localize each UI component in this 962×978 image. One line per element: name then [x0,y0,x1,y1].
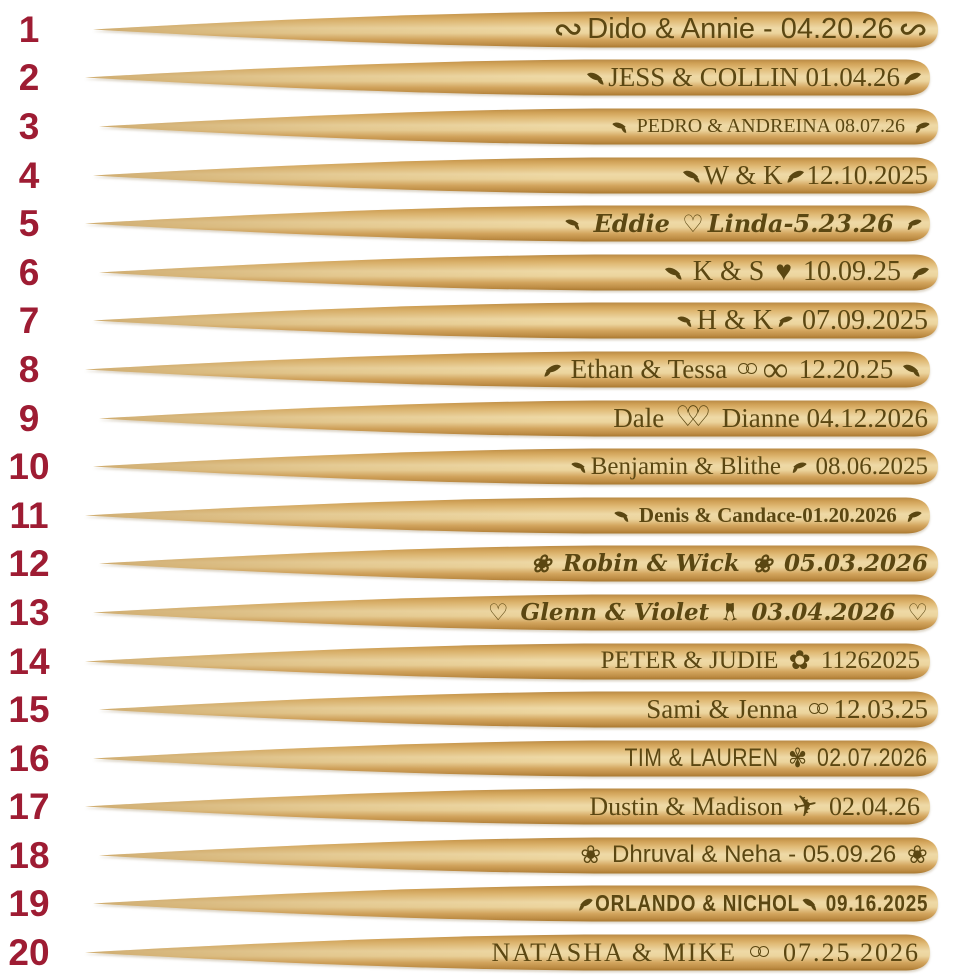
engraving-text [492,930,920,975]
bouquet-icon: ✾ [788,743,808,774]
swirl-icon: ∾ [552,8,584,50]
engraving-text-segment: 03.04.2026 [743,598,904,626]
sprig-left-icon [567,216,581,231]
sprig-right-icon [777,313,791,328]
engraving-text-segment: Dido & Annie - 04.20.26 [587,12,894,45]
chopstick [84,493,936,538]
chopstick-row [0,491,962,540]
row-number: 8 [18,348,40,390]
flower-icon: ✿ [788,645,811,675]
chopstick [98,104,944,149]
chopstick [84,930,936,975]
chopstick-row [0,540,962,589]
chopstick-row [0,345,962,394]
blossom-icon: ❀ [751,548,772,578]
engraving-text-segment: Glenn & Violet [512,598,718,626]
engraving-text-segment: 08.06.2025 [809,452,928,480]
leaf-left-icon [684,167,700,184]
engraving-text-segment: Denis & Candace-01.20.2026 [633,502,902,527]
rings-icon [809,702,830,717]
chopstick-row [0,102,962,151]
row-number: 15 [8,689,50,731]
row-number: 6 [18,251,40,293]
chopstick-row [0,394,962,443]
champagne-icon [721,603,739,621]
chopstick [98,541,944,586]
engraving-text [679,298,928,343]
engraving-text-segment: 02.07.2026 [811,743,928,772]
engraving-text [601,639,920,684]
leaf-left-icon [666,264,682,281]
engraving-text [553,7,928,52]
blossom-icon: ❀ [530,548,551,578]
rings-icon [738,362,759,377]
engraving-text-segment: 07.25.2026 [774,937,920,967]
engraving-text-segment: Dale [613,402,671,433]
heart-outline-icon: ♡ [907,598,928,626]
engraving-text-segment: 11262025 [814,647,920,675]
plane-icon: ✈ [790,787,822,826]
chopstick [92,298,944,343]
sprig-left-icon [616,508,630,523]
engraving-text-segment: 12.03.25 [833,694,928,725]
leaf-left-icon [588,69,604,86]
chopstick-row [0,199,962,248]
chopstick [92,153,944,198]
engraving-text [684,153,929,198]
sprig-right-icon [906,508,920,523]
engraving-text [666,250,928,295]
row-number: 20 [8,932,50,974]
engraving-text-segment: Dianne 04.12.2026 [715,402,928,433]
chopstick-row [0,5,962,54]
row-number: 3 [18,105,40,147]
chopstick [92,7,944,52]
sprig-right-icon [914,119,928,134]
leaf-right-icon [787,167,803,184]
engraving-text-segment: 02.04.26 [822,791,920,821]
engraving-text-segment: W & K [703,159,783,190]
engraving-text-segment: TIM & LAUREN [624,743,786,772]
chopstick-row [0,685,962,734]
leaf-right-icon [578,895,591,912]
engraving-text-segment: 09.16.2025 [819,890,928,917]
sprig-right-icon [791,459,805,474]
engraving-text-segment: K & S [685,256,772,288]
engraving-text [544,347,920,392]
heart-solid-icon: ♥ [775,256,792,288]
engraving-text [646,687,928,732]
engraving-text-segment: PEDRO & ANDREINA 08.07.26 [631,114,910,137]
leaf-left-icon [904,361,920,378]
row-number: 14 [8,640,50,682]
row-number: 11 [9,494,49,536]
chopstick-row [0,831,962,880]
engraving-text [613,396,928,441]
chopstick [92,881,944,926]
engraving-text-segment: 10.09.25 [796,256,908,288]
heart-outline-icon: ♡ [487,598,509,626]
engraving-text-segment: H & K [696,304,773,336]
engraving-text-segment: Benjamin & Blithe [590,452,788,480]
chopstick-row [0,928,962,977]
leaf-right-icon [904,69,920,86]
blossom-icon: ❀ [906,840,928,869]
row-number: 17 [8,786,50,828]
chopstick [84,55,936,100]
row-number: 19 [8,883,50,925]
chopstick [84,347,936,392]
swirl-flip-icon: ∾ [897,8,928,50]
row-number: 16 [8,737,50,779]
chopstick [84,639,936,684]
heart-outline-icon: ♡ [682,208,704,238]
double-heart-icon: ♡♡ [674,401,697,433]
engraving-text [488,590,928,635]
engraving-text-segment: Dustin & Madison [589,791,790,821]
chopstick [84,784,936,829]
row-number: 1 [18,8,40,50]
blossom-icon: ❀ [580,840,602,869]
sprig-left-icon [614,119,628,134]
engraving-text [573,444,928,489]
engraving-text [580,833,928,878]
chopstick-row [0,54,962,103]
row-number: 5 [18,203,40,245]
engraving-text-segment: Ethan & Tessa [563,353,734,384]
chopstick-row [0,297,962,346]
row-number: 2 [18,57,40,99]
sprig-left-icon [573,459,587,474]
engraving-text [614,104,928,149]
engraving-text-segment: Robin & Wick [554,550,748,578]
chopstick-row [0,151,962,200]
chopstick [92,736,944,781]
engraving-text-segment: 12.10.2025 [806,159,928,190]
engraving-text [578,881,928,926]
engraving-text-segment: Eddie [585,209,679,239]
engraving-text-segment: PETER & JUDIE [600,647,785,675]
sprig-right-icon [906,216,920,231]
engraving-text [589,784,920,829]
chopstick [92,444,944,489]
engraving-text [567,201,920,246]
engraving-text-segment: JESS & COLLIN 01.04.26 [608,62,900,93]
row-number: 4 [18,154,40,196]
leaf-right-icon [912,264,928,281]
chopstick [98,833,944,878]
chopstick [98,250,944,295]
chopstick [98,396,944,441]
chopstick-row [0,442,962,491]
row-number: 13 [8,591,50,633]
chopstick-row [0,248,962,297]
engraving-text-segment: 12.20.25 [792,353,900,384]
engraving-text-segment: NATASHA & MIKE [491,937,746,967]
chopstick-row [0,783,962,832]
engraving-text-segment: 05.03.2026 [775,550,928,578]
chopstick [84,201,936,246]
row-number: 10 [8,446,50,488]
chopstick-row [0,880,962,929]
rings-icon [750,945,771,960]
leaf-right-icon [544,361,560,378]
chopstick-row [0,734,962,783]
engraving-text-segment: ORLANDO & NICHOL [594,890,800,917]
engraving-text [588,55,920,100]
chopstick-row [0,637,962,686]
engraving-text [531,541,928,586]
chopstick [98,687,944,732]
engraving-text-segment: Sami & Jenna [646,694,805,725]
chopstick-row [0,588,962,637]
leaf-left-icon [803,895,816,912]
infinity-icon: ∞ [762,349,788,389]
engraving-text-segment: Dhruval & Neha - 05.09.26 [605,841,903,869]
row-number: 18 [8,834,50,876]
engraving-text [616,493,920,538]
engraving-text [625,736,928,781]
row-number: 7 [18,300,40,342]
row-number: 9 [18,397,40,439]
sprig-left-icon [679,313,693,328]
row-number: 12 [8,543,50,585]
engraving-text-segment: 07.09.2025 [795,304,928,336]
chopstick [92,590,944,635]
engraving-text-segment: Linda-5.23.26 [707,209,902,239]
